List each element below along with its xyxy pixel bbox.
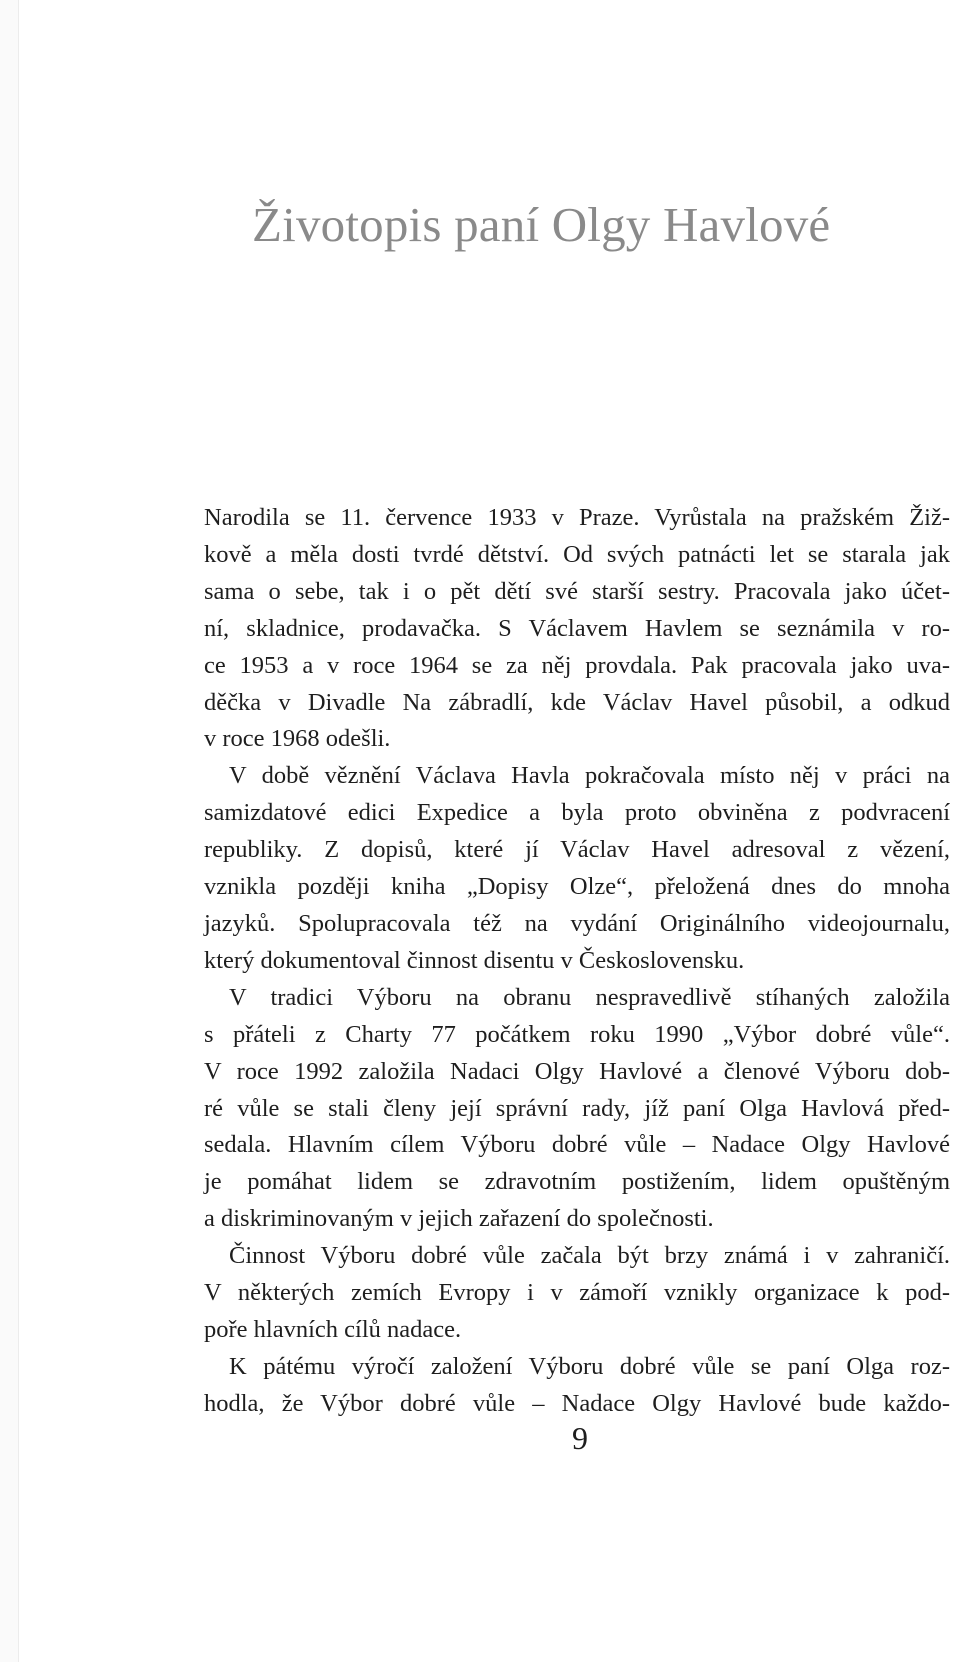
text-line: a diskriminovaným v jejich zařazení do společnosti. bbox=[204, 1205, 714, 1233]
text-line: vznikla později kniha „Dopisy Olze“, přeložená dnes do mnoha bbox=[204, 873, 950, 901]
text-line: K pátému výročí založení Výboru dobré vůle se paní Olga roz- bbox=[229, 1352, 950, 1380]
text-line: s přáteli z Charty 77 počátkem roku 1990 „Výbor dobré vůle“. bbox=[204, 1020, 950, 1048]
text-line: ní, skladnice, prodavačka. S Václavem Havlem se seznámila v ro- bbox=[204, 614, 950, 642]
page-number: 9 bbox=[572, 1420, 588, 1456]
text-line: V době věznění Václava Havla pokračovala místo něj v práci na bbox=[229, 762, 950, 790]
page-edge bbox=[0, 0, 19, 1662]
text-line: kově a měla dosti tvrdé dětství. Od svých patnácti let se starala jak bbox=[204, 540, 950, 568]
page-title: Životopis paní Olgy Havlové bbox=[252, 197, 831, 252]
text-line: sama o sebe, tak i o pět dětí své starší sestry. Pracovala jako účet- bbox=[204, 577, 950, 605]
text-line: V některých zemích Evropy i v zámoří vznikly organizace k pod- bbox=[204, 1279, 950, 1307]
text-line: samizdatové edici Expedice a byla proto obviněna z podvracení bbox=[204, 799, 950, 827]
text-line: Narodila se 11. července 1933 v Praze. Vyrůstala na pražském Žiž- bbox=[204, 504, 950, 531]
text-line: děčka v Divadle Na zábradlí, kde Václav Havel působil, a odkud bbox=[204, 688, 950, 716]
text-line: Činnost Výboru dobré vůle začala být brzy známá i v zahraničí. bbox=[229, 1242, 950, 1270]
text-line: ré vůle se stali členy její správní rady, jíž paní Olga Havlová před- bbox=[204, 1094, 950, 1122]
text-line: hodla, že Výbor dobré vůle – Nadace Olgy Havlové bude každo- bbox=[204, 1389, 950, 1417]
paragraph bbox=[204, 1238, 950, 1349]
text-line: republiky. Z dopisů, které jí Václav Havel adresoval z vězení, bbox=[204, 836, 950, 864]
paragraph bbox=[204, 980, 950, 1238]
text-line: sedala. Hlavním cílem Výboru dobré vůle – Nadace Olgy Havlové bbox=[204, 1131, 950, 1159]
text-line: poře hlavních cílů nadace. bbox=[204, 1315, 462, 1343]
text-line: ce 1953 a v roce 1964 se za něj provdala. Pak pracovala jako uva- bbox=[204, 651, 950, 679]
text-line: který dokumentoval činnost disentu v Československu. bbox=[204, 946, 745, 974]
text-line: V roce 1992 založila Nadaci Olgy Havlové a členové Výboru dob- bbox=[204, 1057, 950, 1085]
body-text bbox=[204, 500, 950, 1423]
paragraph bbox=[204, 500, 950, 758]
text-line: je pomáhat lidem se zdravotním postižením, lidem opuštěným bbox=[204, 1168, 950, 1196]
paragraph bbox=[204, 1349, 950, 1423]
text-line: V tradici Výboru na obranu nespravedlivě stíhaných založila bbox=[229, 983, 950, 1011]
text-line: v roce 1968 odešli. bbox=[204, 725, 391, 753]
paragraph bbox=[204, 758, 950, 979]
text-line: jazyků. Spolupracovala též na vydání Originálního videojournalu, bbox=[204, 909, 950, 937]
